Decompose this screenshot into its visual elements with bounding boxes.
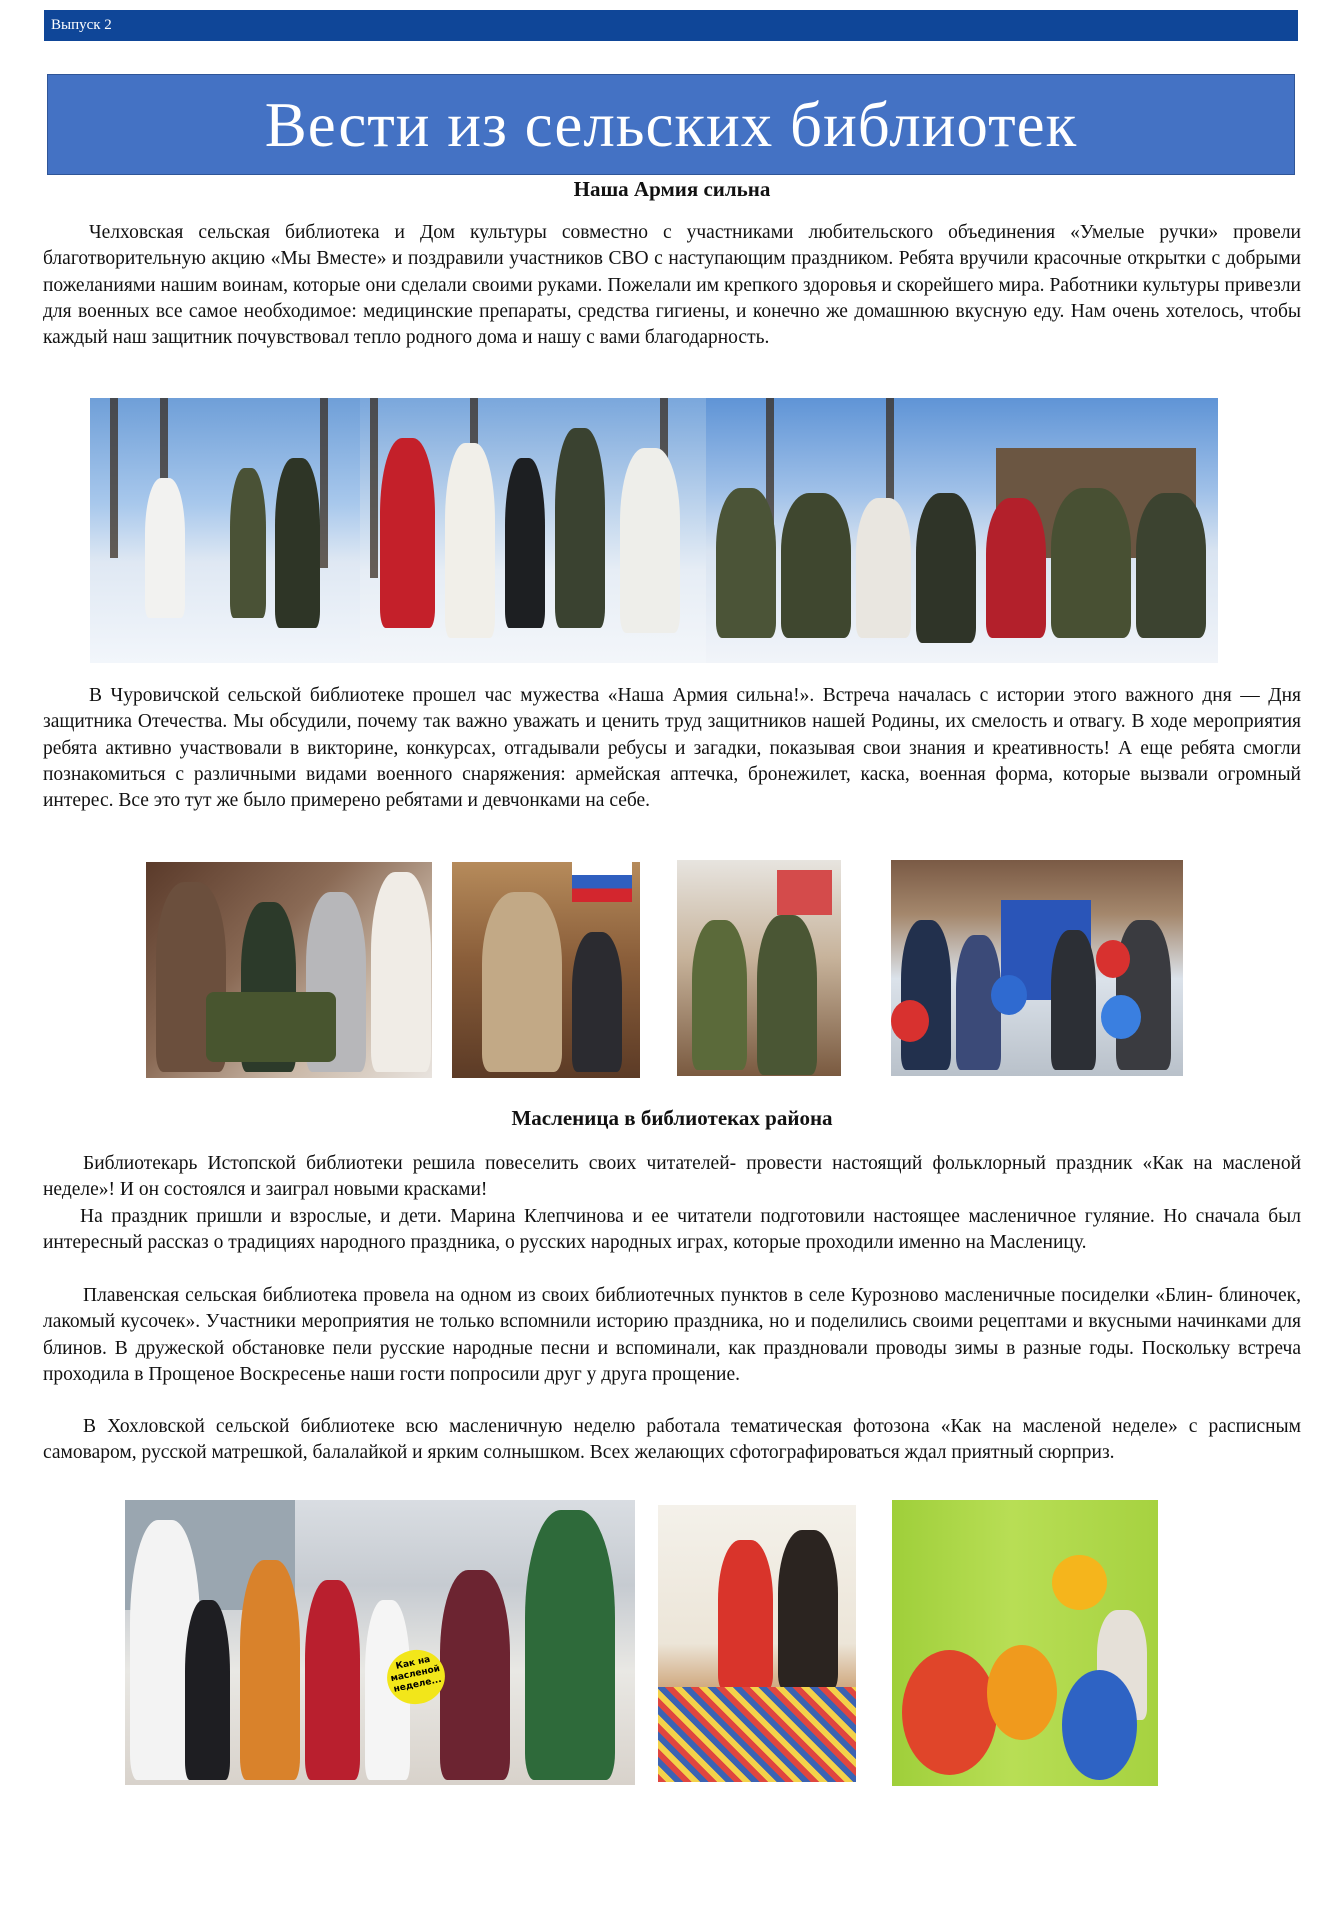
issue-label: Выпуск 2 (51, 17, 112, 33)
photo-kids-equipment (146, 862, 432, 1078)
photo-kids-balloons (891, 860, 1183, 1076)
army-paragraph-2: В Чуровичской сельской библиотеке прошел час мужества «Наша Армия сильна!». Встреча началась с истории этого важного дня — Дня защитника Отечества. Мы обсудили, почему так важно уважать и ценить труд защитников нашей Родины, их смелость и отвагу. В ходе мероприятия ребята активно участвовали в викторине, конкурсах, отгадывали ребусы и загадки, показывая свои знания и креативность! А еще ребята смогли познакомиться с различными видами военного снаряжения: армейская аптечка, бронежилет, каска, военная форма, которые вызвали огромный интерес. Все это тут же было примерено ребятами и девчонками на себе. (43, 685, 1301, 812)
photo-matryoshka-photozone (892, 1500, 1158, 1786)
maslenitsa-paragraph-1: Библиотекарь Истопской библиотеки решила повеселить своих читателей- провести настоящий фольклорный праздник «Как на масленой неделе»! И он состоялся и заиграл новыми красками! (43, 1153, 1301, 1201)
issue-bar (44, 10, 1298, 41)
maslenitsa-paragraph-2: На праздник пришли и взрослые, и дети. Марина Клепчинова и ее читатели подготовили настоящее масленичное гуляние. Но сначала был интересный рассказ о традициях народного праздника, о русских народных играх, которые проходили именно на Масленицу. (43, 1206, 1301, 1254)
newsletter-banner (47, 74, 1295, 175)
section-title-army: Наша Армия сильна (573, 177, 771, 201)
photo-folk-costumes-group (125, 1500, 635, 1785)
army-paragraph-1: Челховская сельская библиотека и Дом культуры совместно с участниками любительского объединения «Умелые ручки» провели благотворительную акцию «Мы Вместе» и поздравили участников СВО с наступающим праздником. Ребята вручили красочные открытки с добрыми пожеланиями нашим воинам, которые они сделали своими руками. Пожелали им крепкого здоровья и скорейшего мира. Работники культуры привезли для военных все самое необходимое: медицинские препараты, средства гигиены, и конечно же домашнюю вкусную еду. Нам очень хотелось, чтобы каждый наш защитник почувствовал тепло родного дома и нашу с вами благодарность. (43, 222, 1301, 349)
photo-winter-group-large (706, 398, 1218, 663)
photo-winter-handover (90, 398, 360, 663)
photo-military-uniform (677, 860, 841, 1076)
photo-tea-table (658, 1505, 856, 1782)
photo-winter-group-small (360, 398, 706, 663)
maslenitsa-paragraph-4: В Хохловской сельской библиотеке всю масленичную неделю работала тематическая фотозона «Как на масленой неделе» с расписным самоваром, русской матрешкой, балалайкой и ярким солнышком. Всех желающих сфотографироваться ждал приятный сюрприз. (43, 1416, 1301, 1464)
banner-title: Вести из сельских библиотек (264, 90, 1078, 160)
maslenitsa-paragraph-3: Плавенская сельская библиотека провела на одном из своих библиотечных пунктов в селе Курозново масленичные посиделки «Блин- блиночек, лакомый кусочек». Участники мероприятия не только вспомнили историю праздника, но и поделились своими рецептами и вкусными начинками для блинов. В дружеской обстановке пели русские народные песни и вспоминали, как праздновали проводы зимы в разные годы. Поскольку встреча проходила в Прощеное Воскресенье наши гости попросили друг у друга прощение. (43, 1285, 1301, 1385)
photo-sign-text: Как на масленой неделе... (382, 1645, 450, 1710)
section-title-maslenitsa: Масленица в библиотеках района (511, 1106, 833, 1130)
photo-boy-bulletproof-vest (452, 862, 640, 1078)
